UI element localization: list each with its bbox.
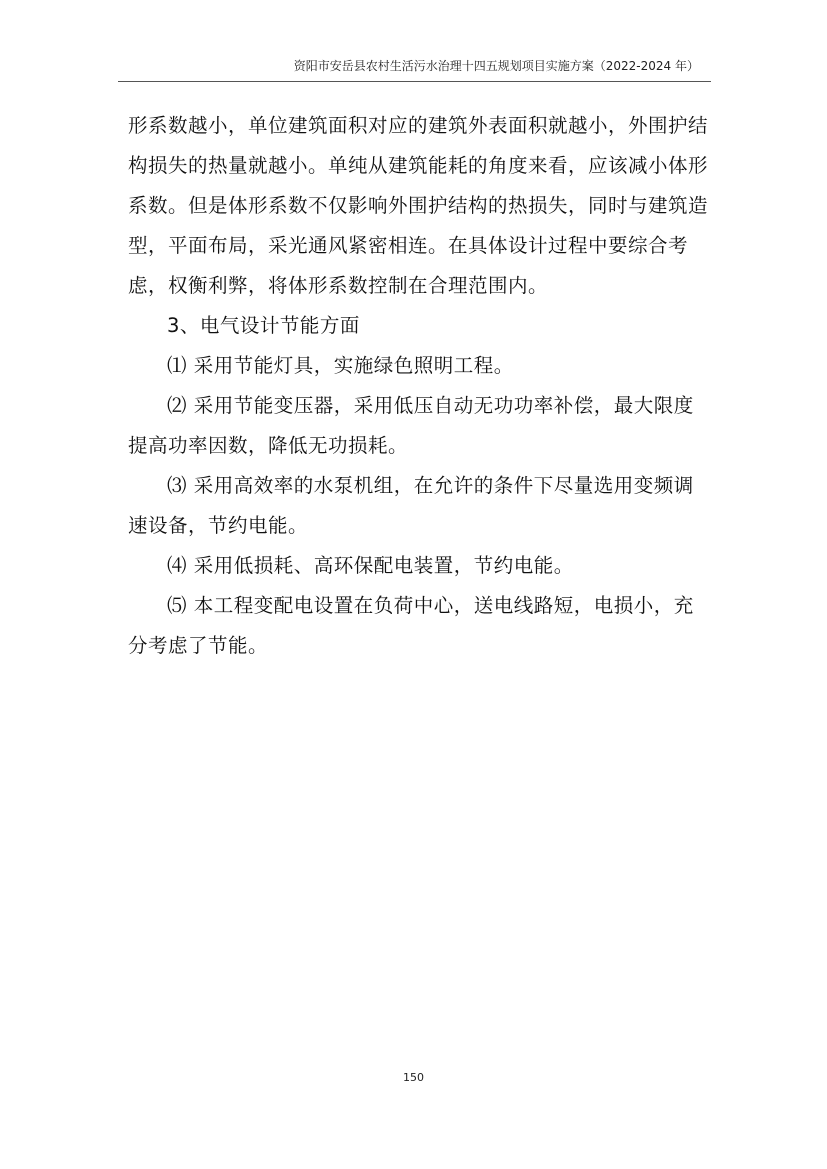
- list-item-substation: ⑸ 本工程变配电设置在负荷中心，送电线路短，电损小，充分考虑了节能。: [128, 594, 694, 657]
- page-number: 150: [403, 1071, 424, 1084]
- header-title: 资阳市安岳县农村生活污水治理十四五规划项目实施方案（2022-2024 年）: [293, 59, 699, 73]
- list-item-lighting: ⑴ 采用节能灯具，实施绿色照明工程。: [167, 354, 514, 377]
- header-divider: [118, 81, 711, 82]
- list-item-switchgear: ⑷ 采用低损耗、高环保配电装置，节约电能。: [167, 554, 574, 577]
- list-item-pump: ⑶ 采用高效率的水泵机组，在允许的条件下尽量选用变频调速设备，节约电能。: [128, 474, 694, 537]
- section-heading-electrical: 3、电气设计节能方面: [167, 314, 360, 337]
- document-body: [128, 106, 713, 666]
- list-item-transformer: ⑵ 采用节能变压器，采用低压自动无功功率补偿，最大限度提高功率因数，降低无功损耗。: [128, 394, 694, 457]
- paragraph-building-shape: 形系数越小，单位建筑面积对应的建筑外表面积就越小，外围护结构损失的热量就越小。单纯从建筑能耗的角度来看，应该减小体形系数。但是体形系数不仅影响外围护结构的热损失，同时与建筑造型，平面布局，采光通风紧密相连。在具体设计过程中要综合考虑，权衡利弊，将体形系数控制在合理范围内。: [128, 114, 709, 297]
- page-header: [0, 58, 827, 74]
